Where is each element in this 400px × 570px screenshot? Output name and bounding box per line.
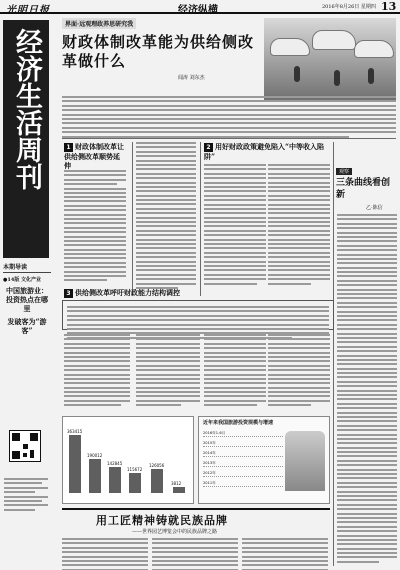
rail-heading: 本期导读 xyxy=(3,262,51,273)
info-graphic-table xyxy=(198,416,330,504)
bar xyxy=(69,435,81,493)
feature-headline[interactable]: 用工匠精神铸就民族品牌 xyxy=(96,514,228,527)
factory-photo xyxy=(264,18,396,102)
section-name: 经济纵横 xyxy=(178,5,218,16)
column-title[interactable]: 三条曲线看创新 xyxy=(336,178,391,200)
main-headline[interactable]: 财政体制改革能为供给侧改革做什么 xyxy=(62,33,255,70)
qr-code-icon xyxy=(9,430,41,462)
subhead-3: 3 供给侧改革呼吁财政能力结构调控 xyxy=(64,288,264,298)
table-row: 2014年 xyxy=(203,451,283,457)
bar-label-5: 126056 xyxy=(149,463,165,468)
bar-label-4: 115672 xyxy=(127,467,143,472)
page-number: 13 xyxy=(381,0,397,13)
bar-chart xyxy=(62,416,194,504)
bar-label-3: 142845 xyxy=(107,461,123,466)
building-illustration xyxy=(285,431,325,491)
subhead-1-text: 财政体制改革让供给侧改革顺势延伸 xyxy=(64,142,124,170)
subhead-2: 2 用好财政政策避免陷入“中等收入陷阱” xyxy=(204,142,325,161)
rail-item: ●14版 文化产业 xyxy=(3,277,42,283)
bar xyxy=(109,467,121,493)
column-label: 观察 xyxy=(336,168,352,175)
subhead-2-text: 用好财政政策避免陷入“中等收入陷阱” xyxy=(204,142,325,161)
bar xyxy=(89,459,101,493)
table-row: 2016年1-6月 xyxy=(203,431,283,437)
quote-box xyxy=(62,300,334,330)
rail-headline-1[interactable]: 中国旅游业：投资热点在哪里 xyxy=(6,286,48,313)
bar xyxy=(151,469,163,493)
table-row: 2013年 xyxy=(203,461,283,467)
bar-label-2: 190012 xyxy=(87,453,103,458)
bar xyxy=(129,473,141,493)
byline: 闻涛 刘东杰 xyxy=(178,75,205,81)
bar xyxy=(173,487,185,493)
article-kicker: 界面·远观理政养思研究我 xyxy=(62,18,136,29)
table-row: 2012年 xyxy=(203,471,283,477)
issue-date: 2016年8月26日 星期四 xyxy=(322,4,376,10)
rail-footer xyxy=(4,478,48,513)
table-row: 2011年 xyxy=(203,481,283,487)
left-rail xyxy=(3,262,51,339)
feature-subtitle: ——世界园艺博览会中的民族品牌之路 xyxy=(132,529,218,535)
bar-label-1: 363415 xyxy=(67,429,83,434)
table-row: 2015年 xyxy=(203,441,283,447)
banner-title: 经济生活周刊 xyxy=(11,28,42,190)
bar-label-6: 3812 xyxy=(171,481,182,486)
subhead-1: 1 财政体制改革让供给侧改革顺势延伸 xyxy=(64,142,124,170)
table-title: 近年来我国旅游投资规模与增速 xyxy=(203,420,274,426)
subhead-3-text: 供给侧改革呼吁财政能力结构调控 xyxy=(75,288,180,297)
rail-headline-2[interactable]: 发破客为“游客” xyxy=(7,317,47,335)
section-banner xyxy=(3,20,49,258)
column-author: 乙·陈信 xyxy=(366,205,383,211)
lead-paragraph xyxy=(62,96,396,134)
masthead xyxy=(0,0,400,14)
newspaper-logo: 光明日报 xyxy=(6,5,50,16)
